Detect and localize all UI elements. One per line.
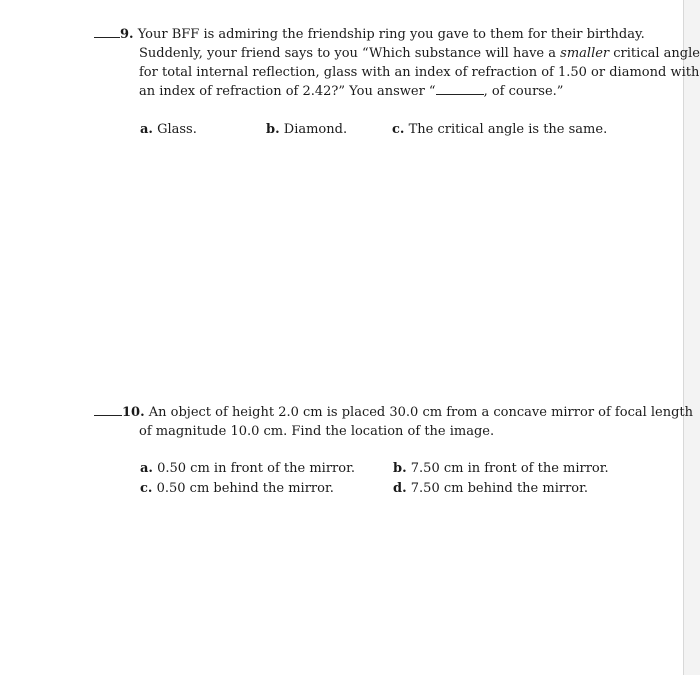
inline-answer-blank[interactable] <box>436 84 484 95</box>
question-9-number: 9. <box>120 27 134 42</box>
question-10-number: 10. <box>122 405 145 420</box>
q10-option-c: c. 0.50 cm behind the mirror. <box>140 481 334 496</box>
q10-option-d: d. 7.50 cm behind the mirror. <box>393 481 589 496</box>
q9-option-a: a. Glass. <box>140 122 197 137</box>
question-9 <box>94 25 700 101</box>
question-9-text-1: Your BFF is admiring the friendship ring you gave to them for their birthday. <box>137 27 645 42</box>
q9-option-b: b. Diamond. <box>266 122 348 137</box>
question-10 <box>94 403 694 441</box>
q9-option-c: c. The critical angle is the same. <box>392 122 608 137</box>
q10-option-b: b. 7.50 cm in front of the mirror. <box>393 461 609 476</box>
q10-option-a: a. 0.50 cm in front of the mirror. <box>140 461 356 476</box>
emphasis-smaller: smaller <box>560 46 610 61</box>
question-9-line-1 <box>94 25 674 44</box>
question-10-text-1: An object of height 2.0 cm is placed 30.0 cm from a concave mirror of focal length <box>148 405 694 420</box>
answer-blank-9[interactable] <box>94 27 120 38</box>
answer-blank-10[interactable] <box>94 405 122 416</box>
question-10-line-1 <box>94 403 694 422</box>
question-10-line-2: of magnitude 10.0 cm. Find the location of the image. <box>139 424 495 439</box>
question-9-line-4: an index of refraction of 2.42?” You answer “ , of course.” <box>139 84 564 99</box>
question-9-line-2: Suddenly, your friend says to you “Which substance will have a smaller critical angle <box>139 46 700 61</box>
question-9-line-3: for total internal reflection, glass with an index of refraction of 1.50 or diamond with <box>139 65 700 80</box>
